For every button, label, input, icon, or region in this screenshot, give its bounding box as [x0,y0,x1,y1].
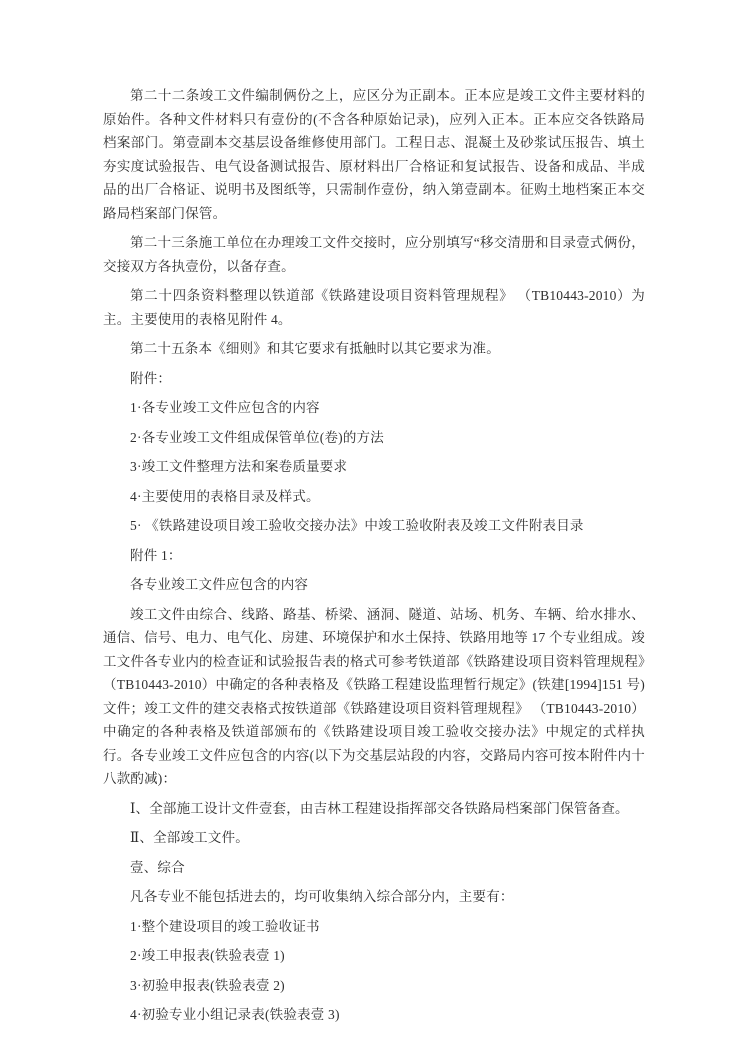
paragraph-article-22: 第二十二条竣工文件编制俩份之上，应区分为正副本。正本应是竣工文件主要材料的原始件。各种文件材料只有壹份的(不含各种原始记录)，应列入正本。正本应交各铁路局档案部门。第壹副本交基层设备维修使用部门。工程日志、混凝土及砂浆试压报告、填土夯实度试验报告、电气设备测试报告、原材料出厂合格证和复试报告、设备和成品、半成品的出厂合格证、说明书及图纸等，只需制作壹份，纳入第壹副本。征购土地档案正本交路局档案部门保管。 [103,88,645,221]
paragraph-article-23: 第二十三条施工单位在办理竣工文件交接时，应分别填写“移交清册和目录壹式俩份，交接双方各执壹份，以备存查。 [103,235,645,274]
roman-list-item-1: Ⅰ、全部施工设计文件壹套，由吉林工程建设指挥部交各铁路局档案部门保管备查。 [130,800,629,816]
roman-list-item-2: Ⅱ、全部竣工文件。 [130,830,249,845]
attachment-1-intro: 竣工文件由综合、线路、路基、桥梁、涵洞、隧道、站场、机务、车辆、给水排水、通信、信号、电力、电气化、房建、环境保护和水土保持、铁路用地等 17 个专业组成。竣工文件各专业内的检查证和试验报告表的格式可参考铁道部《铁路建设项目资料管理规程》（TB10443-2010）中确定的各种表格及《铁路工程建设监理暂行规定》(铁建[1994]151 号)文件；竣工文件的建交表格式按铁道部《铁路建设项目资料管理规程》 （TB10443-2010）中确定的各种表格及铁道部颁布的《铁路建设项目竣工验收交接办法》中规定的式样执行。各专业竣工文件应包含的内容(以下为交基层站段的内容，交路局内容可按本附件内十八款酌减)： [103,606,645,786]
numbered-list-item-3: 3·初验申报表(铁验表壹 2) [130,977,285,993]
attachment-1-label: 附件 1： [130,547,182,563]
attachment-list-item-4: 4·主要使用的表格目录及样式。 [130,488,320,504]
paragraph-article-24: 第二十四条资料整理以铁道部《铁路建设项目资料管理规程》 （TB10443-2010）为主。主要使用的表格见附件 4。 [103,288,645,327]
numbered-list-item-1: 1·整个建设项目的竣工验收证书 [130,918,320,934]
attachment-list-item-5: 5· 《铁路建设项目竣工验收交接办法》中竣工验收附表及竣工文件附表目录 [130,518,584,533]
section-yi-intro: 凡各专业不能包括进去的，均可收集纳入综合部分内，主要有： [130,889,514,904]
paragraph-article-25: 第二十五条本《细则》和其它要求有抵触时以其它要求为准。 [130,341,500,356]
numbered-list-item-2: 2·竣工申报表(铁验表壹 1) [130,948,285,963]
section-yi-heading: 壹、综合 [130,859,185,875]
attachment-list-item-2: 2·各专业竣工文件组成保管单位(卷)的方法 [130,429,384,445]
attachment-list-item-3: 3·竣工文件整理方法和案卷质量要求 [130,459,348,474]
numbered-list-item-4: 4·初验专业小组记录表(铁验表壹 3) [130,1007,340,1022]
attachment-list-item-1: 1·各专业竣工文件应包含的内容 [130,400,320,415]
attachments-heading: 附件： [130,370,172,386]
attachment-1-title: 各专业竣工文件应包含的内容 [130,577,309,592]
